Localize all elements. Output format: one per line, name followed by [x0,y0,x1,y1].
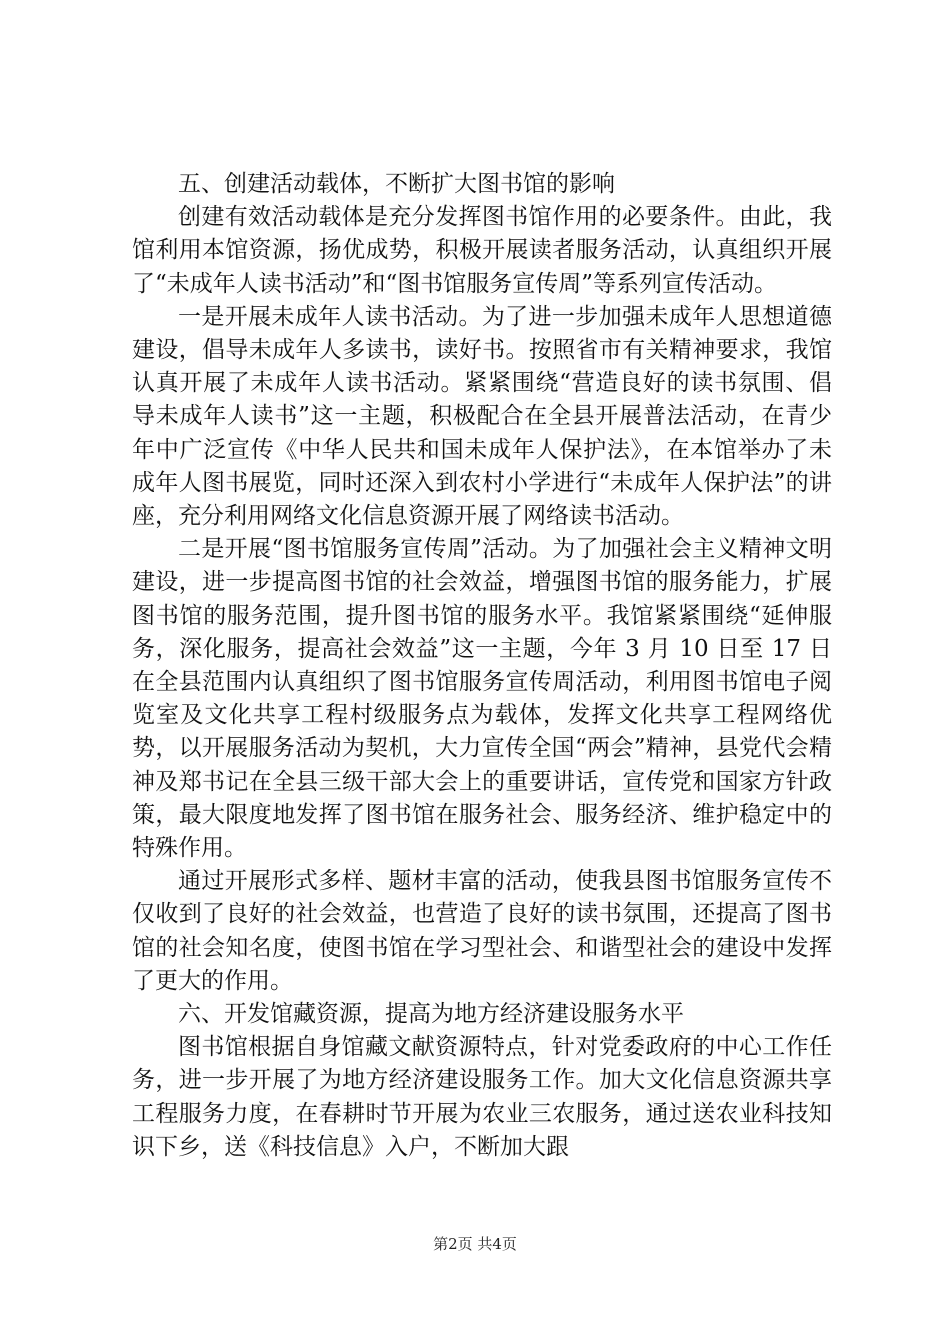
paragraph-summary: 通过开展形式多样、题材丰富的活动，使我县图书馆服务宣传不仅收到了良好的社会效益，也营造了良好的读书氛围，还提高了图书馆的社会知名度，使图书馆在学习型社会、和谐型社会的建设中发挥了更大的作用。 [132,868,832,994]
paragraph-service-week: 二是开展“图书馆服务宣传周”活动。为了加强社会主义精神文明建设，进一步提高图书馆的社会效益，增强图书馆的服务能力，扩展图书馆的服务范围，提升图书馆的服务水平。我馆紧紧围绕“延伸服务，深化服务，提高社会效益”这一主题，今年 3 月 10 日至 17 日在全县范围内认真组织了图书馆服务宣传周活动，利用图书馆电子阅览室及文化共享工程村级服务点为载体，发挥文化共享工程网络优势，以开展服务活动为契机，大力宣传全国“两会”精神，县党代会精神及郑书记在全县三级干部大会上的重要讲话，宣传党和国家方针政策，最大限度地发挥了图书馆在服务社会、服务经济、维护稳定中的特殊作用。 [132,536,832,862]
document-body [132,168,832,1164]
section-heading-5: 五、创建活动载体，不断扩大图书馆的影响 [178,171,615,197]
paragraph-activity-carrier: 创建有效活动载体是充分发挥图书馆作用的必要条件。由此，我馆利用本馆资源，扬优成势，积极开展读者服务活动，认真组织开展了“未成年人读书活动”和“图书馆服务宣传周”等系列宣传活动。 [132,204,832,297]
page-number-footer: 第2页 共4页 [433,1235,517,1253]
paragraph-collection-resources: 图书馆根据自身馆藏文献资源特点，针对党委政府的中心工作任务，进一步开展了为地方经济建设服务工作。加大文化信息资源共享工程服务力度，在春耕时节开展为农业三农服务，通过送农业科技知识下乡，送《科技信息》入户，不断加大跟 [132,1034,832,1160]
section-heading-6: 六、开发馆藏资源，提高为地方经济建设服务水平 [178,1001,684,1028]
paragraph-minors-reading: 一是开展未成年人读书活动。为了进一步加强未成年人思想道德建设，倡导未成年人多读书，读好书。按照省市有关精神要求，我馆认真开展了未成年人读书活动。紧紧围绕“营造良好的读书氛围、倡导未成年人读书”这一主题，积极配合在全县开展普法活动，在青少年中广泛宣传《中华人民共和国未成年人保护法》，在本馆举办了未成年人图书展览，同时还深入到农村小学进行“未成年人保护法”的讲座，充分利用网络文化信息资源开展了网络读书活动。 [132,303,832,530]
